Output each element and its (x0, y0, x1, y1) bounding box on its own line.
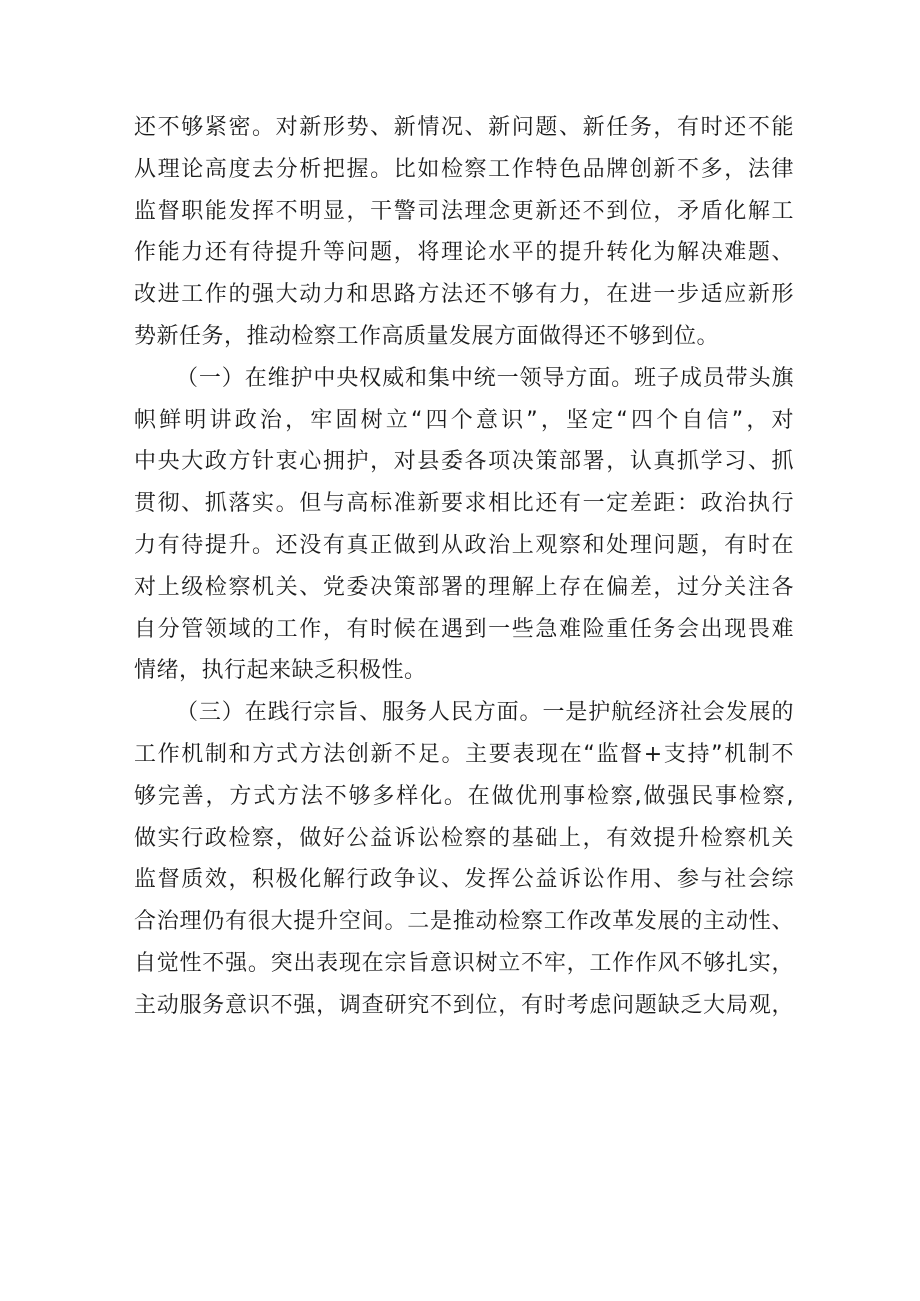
document-body (134, 107, 794, 1027)
text-line: 监督职能发挥不明显，干警司法理念更新还不到位，矛盾化解工 (134, 198, 794, 224)
text-line: 够完善，方式方法不够多样化。在做优刑事检察,做强民事检察, (134, 783, 794, 809)
text-line: 合治理仍有很大提升空间。二是推动检察工作改革发展的主动性、 (134, 909, 794, 935)
text-line: 改进工作的强大动力和思路方法还不够有力，在进一步适应新形 (134, 282, 794, 308)
text-line: 主动服务意识不强，调查研究不到位，有时考虑问题缺乏大局观， (134, 992, 794, 1018)
text-line: 还不够紧密。对新形势、新情况、新问题、新任务，有时还不能 (134, 115, 794, 140)
text-line: 贯彻、抓落实。但与高标准新要求相比还有一定差距：政治执行 (134, 491, 794, 517)
paragraph-continuation (134, 107, 794, 358)
text-line: 中央大政方针衷心拥护，对县委各项决策部署，认真抓学习、抓 (134, 449, 794, 475)
text-line: 监督质效，积极化解行政争议、发挥公益诉讼作用、参与社会综 (134, 867, 794, 893)
section-heading-line: （一）在维护中央权威和集中统一领导方面。班子成员带头旗 (176, 365, 794, 391)
text-line: 帜鲜明讲政治，牢固树立“四个意识”，坚定“四个自信”，对 (134, 407, 794, 433)
text-line: 对上级检察机关、党委决策部署的理解上存在偏差，过分关注各 (134, 574, 794, 600)
text-line: 工作机制和方式方法创新不足。主要表现在“监督+支持”机制不 (134, 741, 794, 767)
text-line: 力有待提升。还没有真正做到从政治上观察和处理问题，有时在 (134, 532, 794, 558)
text-line: 作能力还有待提升等问题，将理论水平的提升转化为解决难题、 (134, 240, 794, 266)
text-line: 情绪，执行起来缺乏积极性。 (134, 658, 427, 684)
text-line: 势新任务，推动检察工作高质量发展方面做得还不够到位。 (134, 323, 720, 349)
paragraph-section-three (134, 692, 794, 1026)
text-line: 做实行政检察，做好公益诉讼检察的基础上，有效提升检察机关 (134, 825, 794, 851)
text-line: 从理论高度去分析把握。比如检察工作特色品牌创新不多，法律 (134, 156, 794, 182)
text-line: 自分管领域的工作，有时候在遇到一些急难险重任务会出现畏难 (134, 616, 794, 642)
paragraph-section-one (134, 358, 794, 692)
text-line: 自觉性不强。突出表现在宗旨意识树立不牢，工作作风不够扎实， (134, 950, 794, 976)
section-heading-line: （三）在践行宗旨、服务人民方面。一是护航经济社会发展的 (176, 700, 794, 726)
